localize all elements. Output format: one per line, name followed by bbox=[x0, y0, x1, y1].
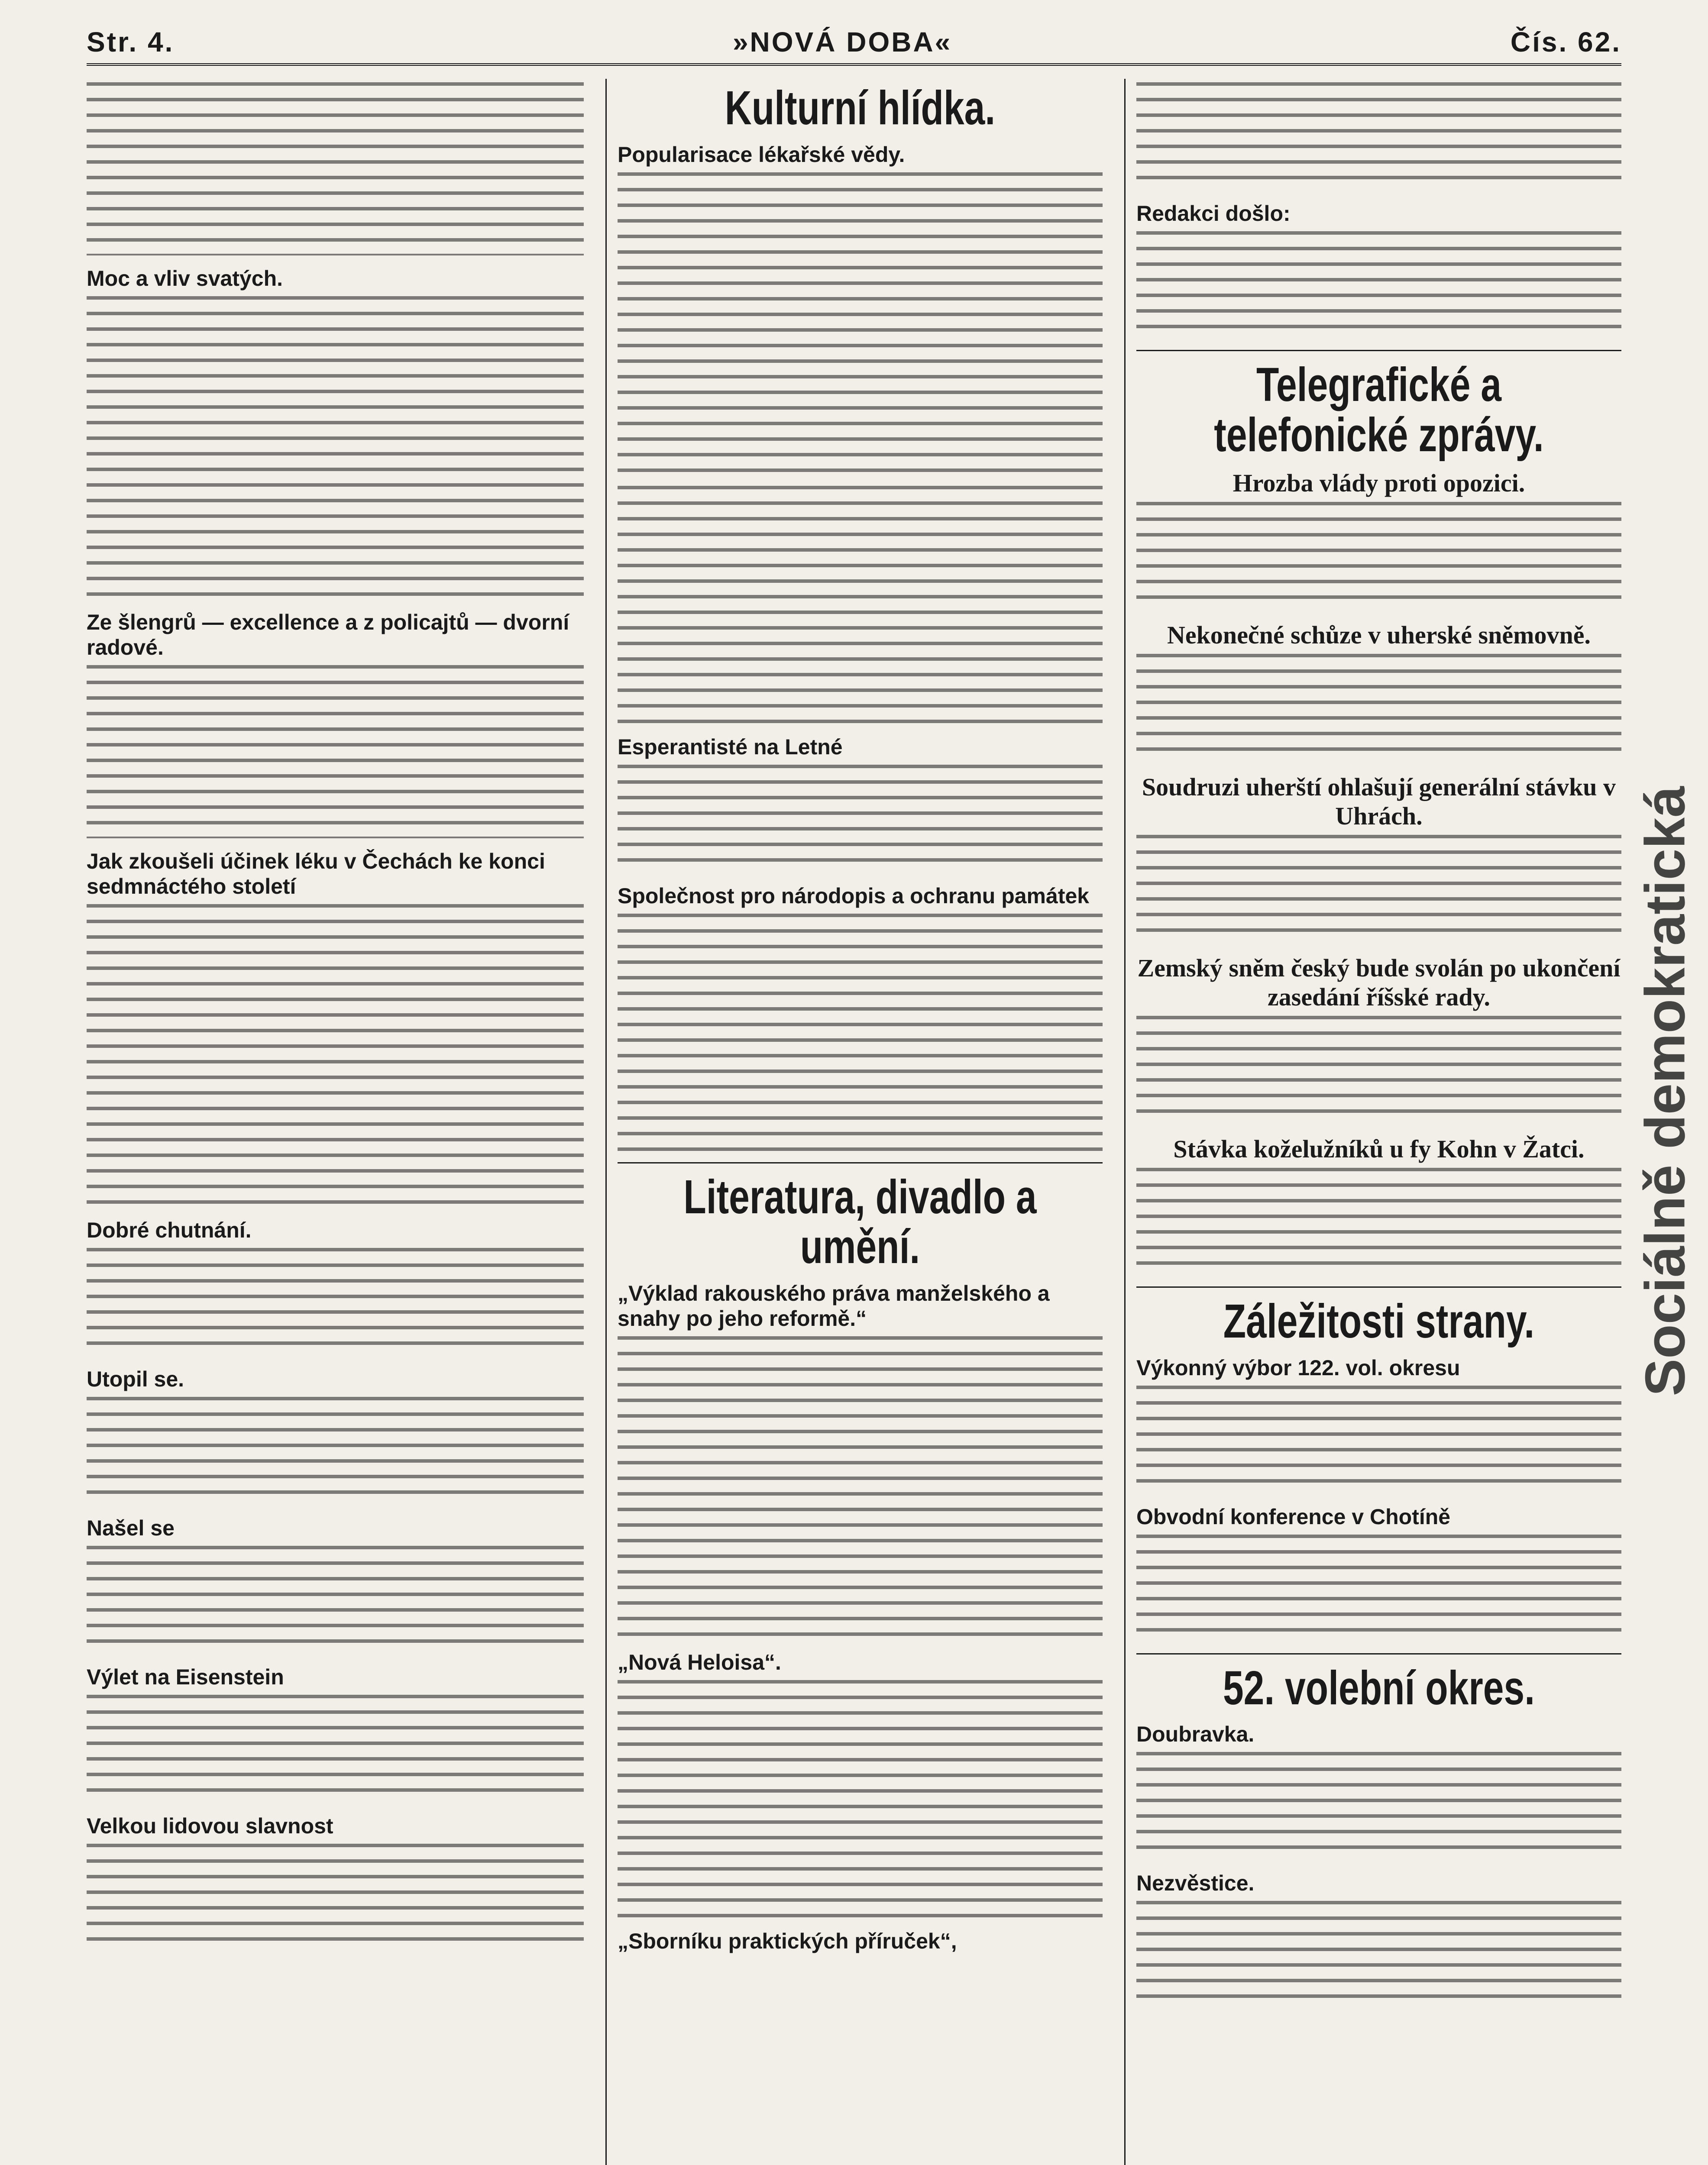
text-block bbox=[87, 82, 584, 255]
text-block bbox=[1136, 82, 1621, 191]
column-2 bbox=[605, 79, 1103, 2165]
masthead-title: »NOVÁ DOBA« bbox=[732, 26, 952, 58]
text-block bbox=[618, 914, 1103, 1152]
page-number: Str. 4. bbox=[87, 26, 175, 58]
article-lead: Popularisace lékařské vědy. bbox=[618, 142, 905, 167]
columns bbox=[87, 79, 1621, 2165]
text-block bbox=[1136, 1535, 1621, 1643]
article-lead: „Výklad rakouského práva manželského a snahy po jeho reformě.“ bbox=[618, 1281, 1050, 1331]
text-block bbox=[1136, 1016, 1621, 1124]
text-block bbox=[1136, 654, 1621, 762]
text-block bbox=[87, 296, 584, 599]
running-header bbox=[87, 26, 1621, 58]
article-lead: Výlet na Eisenstein bbox=[87, 1665, 284, 1689]
text-block bbox=[618, 1680, 1103, 1918]
stamp-text: Sociálně demokratická bbox=[1633, 786, 1696, 1396]
article-lead: Esperantisté na Letné bbox=[618, 734, 843, 759]
article-heading: Soudruzi uherští ohlašují generální stávku v Uhrách. bbox=[1142, 773, 1616, 830]
divider bbox=[1136, 350, 1621, 351]
section-heading: 52. volební okres. bbox=[1223, 1661, 1535, 1715]
text-block bbox=[87, 1248, 584, 1356]
article-lead: „Sborníku praktických příruček“, bbox=[618, 1929, 957, 1953]
section-heading: Záležitosti strany. bbox=[1223, 1295, 1535, 1348]
text-block bbox=[618, 486, 1103, 724]
text-block bbox=[1136, 1386, 1621, 1494]
article-heading: Stávka koželužníků u fy Kohn v Žatci. bbox=[1173, 1135, 1585, 1163]
article-lead: Jak zkoušeli účinek léku v Čechách ke konci sedmnáctého století bbox=[87, 849, 545, 898]
text-block bbox=[618, 765, 1103, 873]
article-lead: Společnost pro národopis a ochranu památek bbox=[618, 883, 1090, 908]
header-rule bbox=[87, 63, 1621, 66]
side-stamp bbox=[1633, 182, 1696, 2000]
article-lead: Výkonný výbor 122. vol. okresu bbox=[1136, 1355, 1460, 1380]
issue-number: Čís. 62. bbox=[1510, 26, 1621, 58]
article-lead: Obvodní konference v Chotíně bbox=[1136, 1504, 1451, 1529]
text-block bbox=[87, 904, 584, 1207]
divider bbox=[1136, 1286, 1621, 1288]
article-heading: Nekonečné schůze v uherské sněmovně. bbox=[1167, 621, 1591, 649]
section-heading: Kulturní hlídka. bbox=[725, 81, 996, 135]
text-block bbox=[1136, 1752, 1621, 1860]
article-lead: Našel se bbox=[87, 1516, 175, 1540]
text-block bbox=[1136, 835, 1621, 943]
text-block bbox=[87, 1695, 584, 1803]
text-block bbox=[1136, 231, 1621, 339]
article-lead: Utopil se. bbox=[87, 1367, 184, 1391]
article-lead: Ze šlengrů — excellence a z policajtů — dvorní radové. bbox=[87, 610, 569, 659]
text-block bbox=[618, 172, 1103, 475]
divider bbox=[618, 1162, 1103, 1163]
text-block bbox=[618, 1336, 1103, 1639]
text-block bbox=[87, 1397, 584, 1505]
article-heading: Zemský sněm český bude svolán po ukončení zasedání říšské rady. bbox=[1137, 954, 1621, 1011]
text-block bbox=[1136, 1901, 1621, 2009]
column-3 bbox=[1124, 79, 1621, 2165]
article-lead: Nezvěstice. bbox=[1136, 1871, 1255, 1895]
text-block bbox=[87, 665, 584, 838]
text-block bbox=[1136, 1168, 1621, 1276]
article-lead: Dobré chutnání. bbox=[87, 1218, 252, 1242]
section-heading: Literatura, divadlo a umění. bbox=[683, 1170, 1037, 1273]
article-lead: Moc a vliv svatých. bbox=[87, 266, 283, 291]
article-lead: Velkou lidovou slavnost bbox=[87, 1814, 333, 1838]
article-lead: „Nová Heloisa“. bbox=[618, 1650, 781, 1674]
column-1 bbox=[87, 79, 584, 2165]
text-block bbox=[1136, 502, 1621, 610]
section-heading: Telegrafické a telefonické zprávy. bbox=[1214, 358, 1544, 462]
article-lead: Doubravka. bbox=[1136, 1722, 1255, 1746]
article-heading: Hrozba vlády proti opozici. bbox=[1232, 469, 1525, 497]
text-block bbox=[87, 1844, 584, 1952]
text-block bbox=[87, 1546, 584, 1654]
divider bbox=[1136, 1653, 1621, 1654]
article-lead: Redakci došlo: bbox=[1136, 201, 1291, 226]
